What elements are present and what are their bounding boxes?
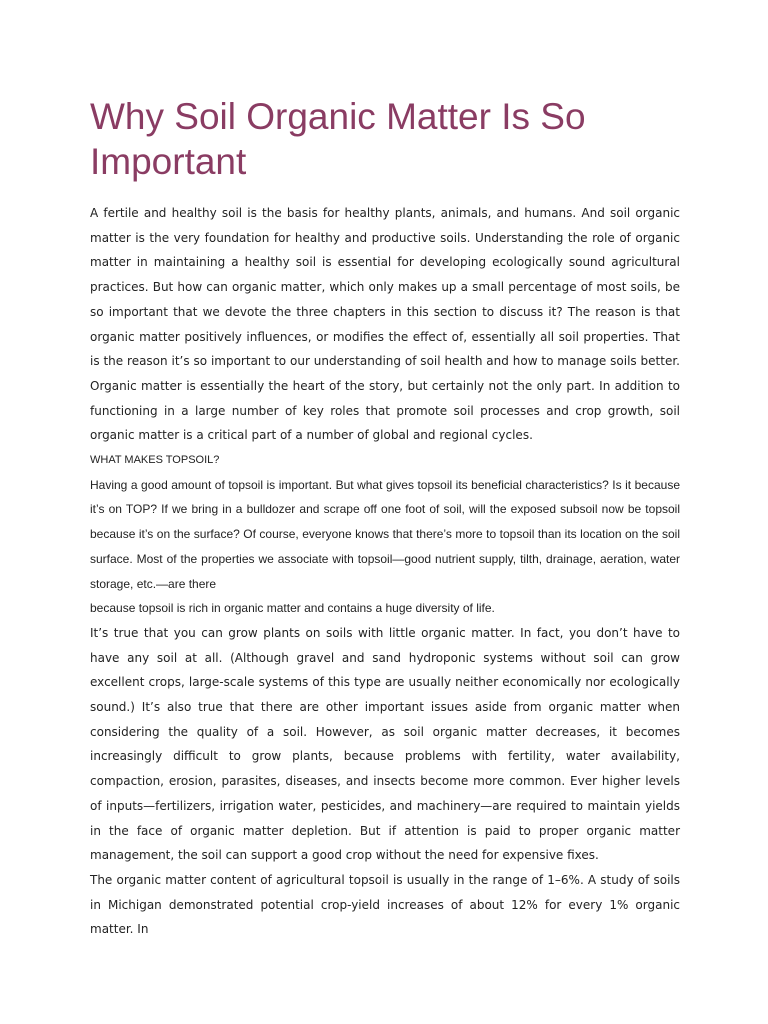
topsoil-paragraph: Having a good amount of topsoil is important. But what gives topsoil its beneficial characteristics? Is it because it’s on TOP? If we bring in a bulldozer and scrape off one foot of soil, will the exposed subsoil now be topsoil because it’s on the surface? Of course, everyone knows that there’s more to topsoil than its location on the soil surface. Most of the properties we associate with topsoil—good nutrient supply, tilth, drainage, aeration, water storage, etc.—are there [90,477,680,591]
organic-content-paragraph: The organic matter content of agricultural topsoil is usually in the range of 1–6%. A study of soils in Michigan demonstrated potential crop-yield increases of about 12% for every 1% organic matter. In [90,872,680,937]
intro-paragraph: A fertile and healthy soil is the basis for healthy plants, animals, and humans. And soil organic matter is the very foundation for healthy and productive soils. Understanding the role of organic matter in maintaining a healthy soil is essential for developing ecologically sound agricultural practices. But how can organic matter, which only makes up a small percentage of most soils, be so important that we devote the three chapters in this section to discuss it? The reason is that organic matter positively influences, or modifies the effect of, essentially all soil properties. That is the reason it’s so important to our understanding of soil health and how to manage soils better. Organic matter is essentially the heart of the story, but certainly not the only part. In addition to functioning in a large number of key roles that promote soil processes and crop growth, soil organic matter is a critical part of a number of global and regional cycles. [90,206,680,443]
topsoil-paragraph-continued: because topsoil is rich in organic matter and contains a huge diversity of life. [90,601,495,616]
section-heading: WHAT MAKES TOPSOIL? [90,454,220,467]
plants-paragraph: It’s true that you can grow plants on soils with little organic matter. In fact, you don’t have to have any soil at all. (Although gravel and sand hydroponic systems without soil can grow excellent crops, large-scale systems of this type are usually neither economically nor ecologically sound.) It’s also true that there are other important issues aside from organic matter when considering the quality of a soil. However, as soil organic matter decreases, it becomes increasingly difficult to grow plants, because problems with fertility, water availability, compaction, erosion, parasites, diseases, and insects become more common. Ever higher levels of inputs—fertilizers, irrigation water, pesticides, and machinery—are required to maintain yields in the face of organic matter depletion. But if attention is paid to proper organic matter management, the soil can support a good crop without the need for expensive fixes. [90,625,680,863]
document-title: Why Soil Organic Matter Is So Important [90,96,586,182]
document-page [90,94,680,942]
